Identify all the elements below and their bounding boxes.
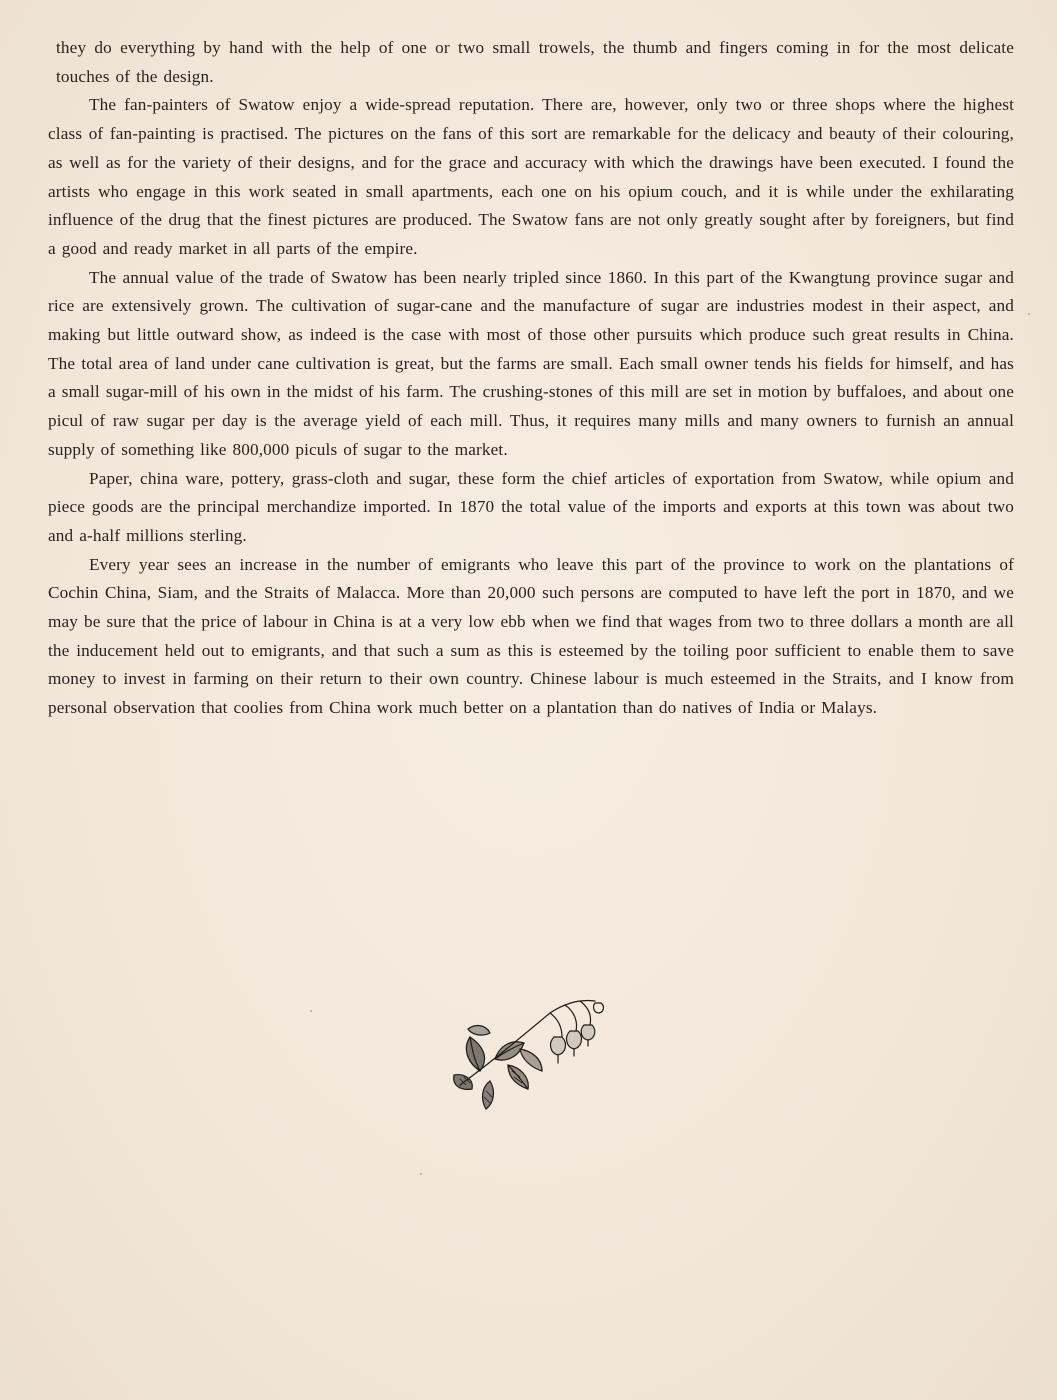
paper-speck [1028, 313, 1030, 315]
paper-speck [420, 1173, 422, 1175]
paper-speck [310, 1010, 312, 1012]
paragraph-exports-imports: Paper, china ware, pottery, grass-cloth and sugar, these form the chief articles of exportation from Swatow, while opium and piece goods are the principal merchandize imported. In 1870 the total value of the imports and exports at this town was about two and a-half millions sterling. [48, 468, 1014, 545]
paragraph-fan-painters: The fan-painters of Swatow enjoy a wide-spread reputation. There are, however, only two or three shops where the highest class of fan-painting is practised. The pictures on the fans of this sort are remarkable for the delicacy and beauty of their colouring, as well as for the variety of their designs, and for the grace and accuracy with which the drawings have been executed. I found the artists who engage in this work seated in small apartments, each one on his opium couch, and it is while under the exhilarating influence of the drug that the finest pictures are produced. The Swatow fans are not only greatly sought after by foreigners, but find a good and ready market in all parts of the empire. [48, 95, 1014, 258]
bleeding-heart-flower-engraving-icon [450, 993, 610, 1113]
paragraph-trade-sugar: The annual value of the trade of Swatow has been nearly tripled since 1860. In this part of the Kwangtung province sugar and rice are extensively grown. The cultivation of sugar-cane and the manufacture of sugar are industries modest in their aspect, and making but little outward show, as indeed is the case with most of those other pursuits which produce such great results in China. The total area of land under cane cultivation is great, but the farms are small. Each small owner tends his fields for himself, and has a small sugar-mill of his own in the midst of his farm. The crushing-stones of this mill are set in motion by buffaloes, and about one picul of raw sugar per day is the average yield of each mill. Thus, it requires many mills and many owners to furnish an annual supply of something like 800,000 piculs of sugar to the market. [48, 267, 1014, 459]
paragraph-emigrants: Every year sees an increase in the number of emigrants who leave this part of the province to work on the plantations of Cochin China, Siam, and the Straits of Malacca. More than 20,000 such persons are computed to have left the port in 1870, and we may be sure that the price of labour in China is at a very low ebb when we find that wages from two to three dollars a month are all the inducement held out to emigrants, and that such a sum as this is esteemed by the toiling poor sufficient to enable them to save money to invest in farming on their return to their own country. Chinese labour is much esteemed in the Straits, and I know from personal observation that coolies from China work much better on a plantation than do natives of India or Malays. [48, 554, 1014, 718]
paragraph-continuation: they do everything by hand with the help of one or two small trowels, the thumb and fingers coming in for the most delicate touches of the design. [56, 38, 1014, 86]
body-text [48, 34, 1014, 723]
